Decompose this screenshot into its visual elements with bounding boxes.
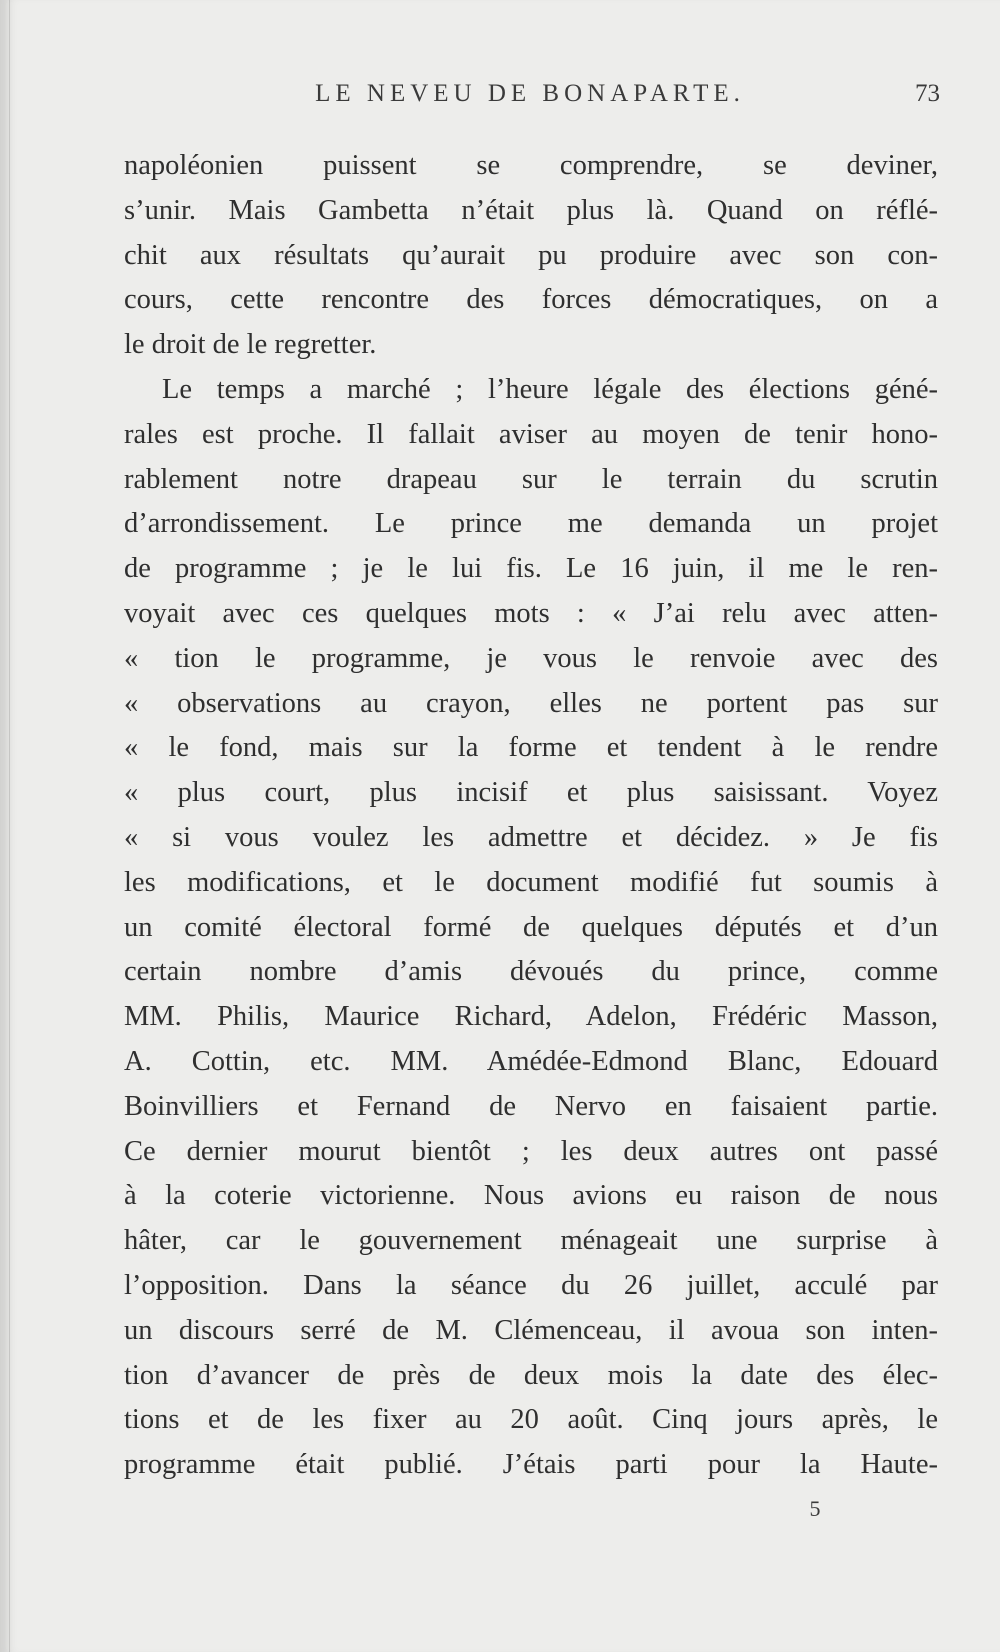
text-line: programme était publié. J’étais parti pour la Haute- [124,1449,938,1481]
text-line: les modifications, et le document modifié fut soumis à [124,866,938,898]
text-line: Le temps a marché ; l’heure légale des élections géné- [162,373,938,405]
page-number: 73 [915,80,940,107]
text-line: hâter, car le gouvernement ménageait une surprise à [124,1225,938,1257]
text-line: « le fond, mais sur la forme et tendent à le rendre [124,732,938,764]
text-line: tions et de les fixer au 20 août. Cinq jours après, le [124,1404,938,1436]
text-line: d’arrondissement. Le prince me demanda un projet [124,508,938,540]
text-line: voyait avec ces quelques mots : « J’ai relu avec atten- [124,597,938,629]
text-line: un discours serré de M. Clémenceau, il avoua son inten- [124,1314,938,1346]
text-line: « tion le programme, je vous le renvoie avec des [124,642,938,674]
text-line: « observations au crayon, elles ne portent pas sur [124,687,938,719]
running-header [120,80,940,114]
text-line: certain nombre d’amis dévoués du prince, comme [124,956,938,988]
text-line: MM. Philis, Maurice Richard, Adelon, Frédéric Masson, [124,1001,938,1033]
text-line: napoléonien puissent se comprendre, se deviner, [124,150,938,181]
text-line: s’unir. Mais Gambetta n’était plus là. Quand on réflé- [124,194,938,226]
text-line: de programme ; je le lui fis. Le 16 juin, il me le ren- [124,553,938,585]
text-line: tion d’avancer de près de deux mois la date des élec- [124,1359,938,1391]
text-line: Ce dernier mourut bientôt ; les deux autres ont passé [124,1135,938,1167]
signature-mark: 5 [809,1496,821,1521]
text-line: un comité électoral formé de quelques députés et d’un [124,911,938,943]
text-line: A. Cottin, etc. MM. Amédée-Edmond Blanc, Edouard [124,1045,938,1077]
text-line: rablement notre drapeau sur le terrain du scrutin [124,463,938,495]
text-line: « plus court, plus incisif et plus saisissant. Voyez [124,777,938,809]
text-line: rales est proche. Il fallait aviser au moyen de tenir hono- [124,418,938,450]
text-line: chit aux résultats qu’aurait pu produire avec son con- [124,239,938,271]
text-line: le droit de le regretter. [124,329,377,361]
body-text [124,144,938,1488]
text-line: l’opposition. Dans la séance du 26 juillet, acculé par [124,1269,938,1301]
text-line: Boinvilliers et Fernand de Nervo en faisaient partie. [124,1090,938,1122]
text-line: cours, cette rencontre des forces démocratiques, on a [124,284,938,316]
running-title: LE NEVEU DE BONAPARTE. [315,80,745,107]
text-line: « si vous voulez les admettre et décidez. » Je fis [124,821,938,853]
page-gutter [9,0,10,1652]
text-line: à la coterie victorienne. Nous avions eu raison de nous [124,1180,938,1212]
